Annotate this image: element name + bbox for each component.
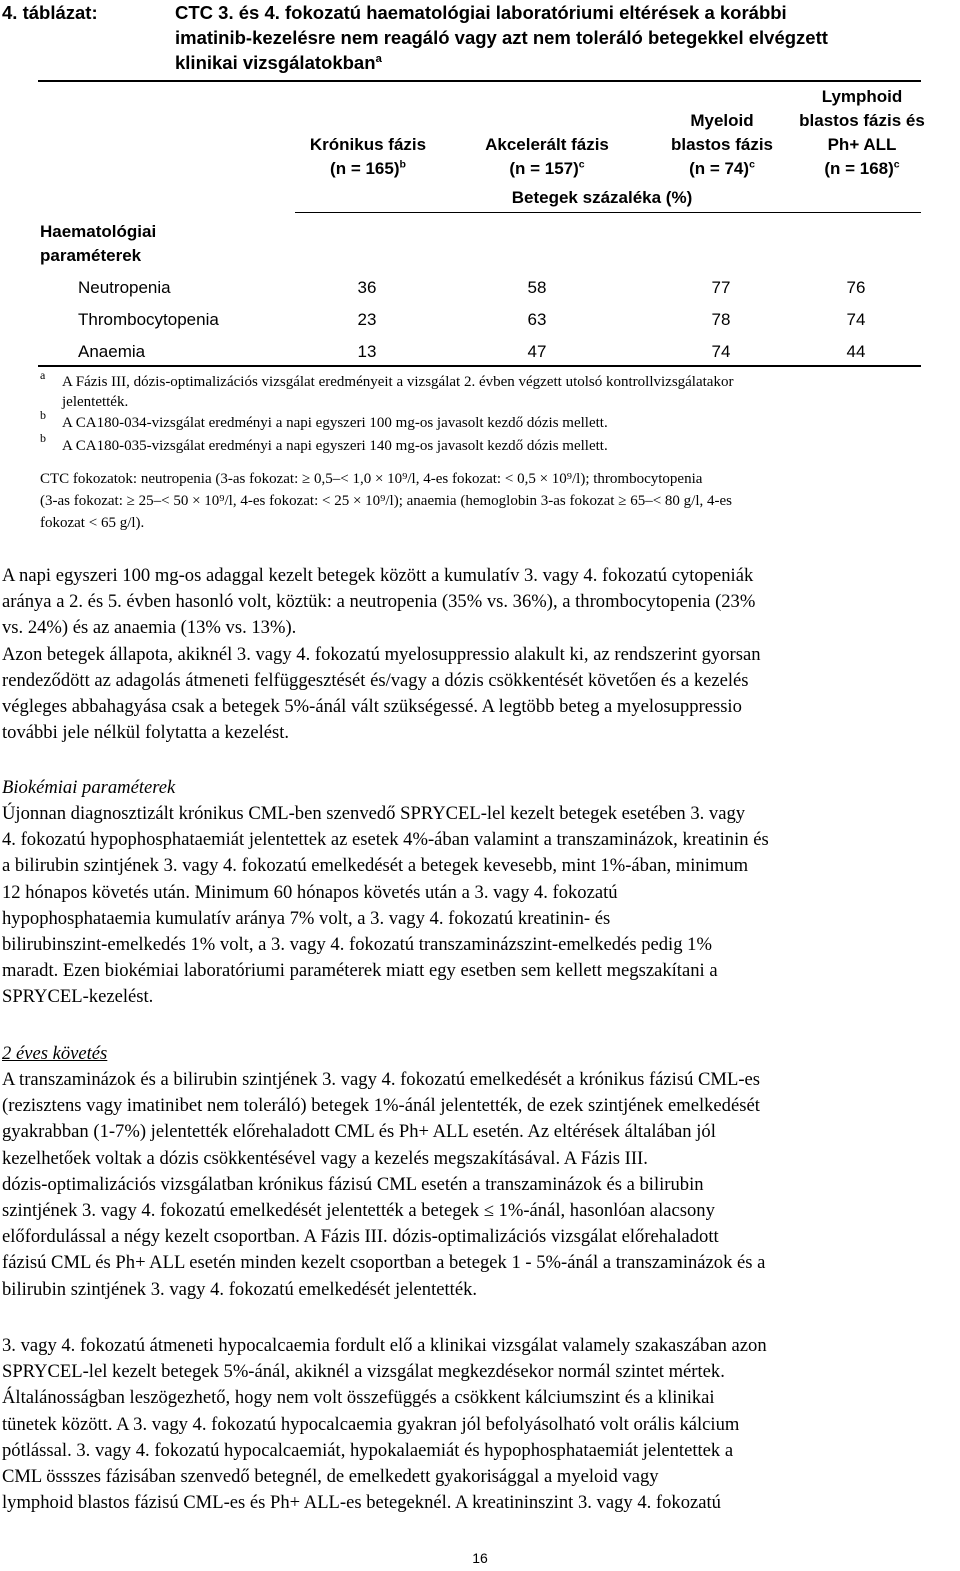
table-cell: 77 [711,278,731,297]
table-top-rule [38,80,921,82]
table-cell: 63 [527,310,547,329]
table-cell: 13 [357,342,377,361]
table-caption-line-2: imatinib-kezelésre nem reagáló vagy azt nem toleráló betegekkel elvégzett [175,27,828,48]
paragraph-line: SPRYCEL-lel kezelt betegek 5%-ánál, akiknél a vizsgálat megkezdésekor normál szintet mértek. [2,1361,725,1383]
paragraph-line: fázisú CML és Ph+ ALL esetén minden kezelt csoportban a betegek 1 - 5%-ánál a transzaminázok és a [2,1252,766,1274]
paragraph-line: 4. fokozatú hypophosphataemiát jelentettek az esetek 4%-ában valamint a transzaminázok, kreatinin és [2,829,769,851]
footnote-a-line-1: A Fázis III, dózis-optimalizációs vizsgálat eredményeit a vizsgálat 2. évben végzett utolsó kontrollvizsgálatakor [62,374,734,390]
col-header-accelerated: Akcelerált fázis (n = 157)$^c$ [485,135,609,178]
row-header-label: Haematológiai paraméterek [40,222,157,265]
paragraph-line: gyakrabban (1-7%) jelentették előrehaladott CML és Ph+ ALL esetén. Az eltérések általában jól [2,1121,716,1143]
paragraph-line: rendeződött az adagolás átmeneti felfüggesztését és/vagy a dózis csökkentését követően és a kezelés [2,669,749,691]
paragraph-line: 3. vagy 4. fokozatú átmeneti hypocalcaemia fordult elő a klinikai vizsgálat valamely szakaszában azon [2,1335,767,1356]
section-heading-biochem: Biokémiai paraméterek [2,777,176,798]
table-cell: 74 [711,342,731,361]
paragraph-followup [2,1067,958,1303]
paragraph-line: további jele nélkül folytatta a kezelést. [2,722,290,744]
paragraph-biochem [2,801,958,1011]
row-label-thrombocytopenia: Thrombocytopenia [78,310,219,329]
table-cell: 58 [527,278,547,297]
paragraph-line: Újonnan diagnosztizált krónikus CML-ben szenvedő SPRYCEL-lel kezelt betegek esetében 3. vagy [2,803,746,824]
paragraph-line: pótlással. 3. vagy 4. fokozatú hypocalcaemiát, hypokalaemiát és hypophosphataemiát jelentettek a [2,1439,734,1461]
table-caption-line-3: klinikai vizsgálatokban$^a$ [175,52,382,73]
ctc-definition-line-1: CTC fokozatok: neutropenia (3-as fokozat: ≥ 0,5–< 1,0 × 10⁹/l, 4-es fokozat: < 0,5 × 10⁹/l); thrombocytopenia [40,471,703,487]
table-bottom-rule [38,365,921,367]
paragraph-cytopenia [2,563,958,746]
col-header-myeloid: Myeloid blastos fázis (n = 74)$^c$ [670,111,774,178]
ctc-definition-line-2: (3-as fokozat: ≥ 25–< 50 × 10⁹/l, 4-es fokozat: < 25 × 10⁹/l); anaemia (hemoglobin 3-as fokozat ≥ 65–< 80 g/l, 4-es [40,493,732,509]
paragraph-hypocalcaemia [2,1333,958,1516]
page-number: 16 [472,1550,488,1566]
table-cell: 78 [711,310,731,329]
footnote-b1-mark: b [40,408,46,422]
paragraph-line: a bilirubin szintjének 3. vagy 4. fokozatú emelkedését a betegek kevesebb, mint 1%-ában, minimum [2,855,749,877]
footnote-a-mark: a [40,368,46,382]
footnote-a-line-2: jelentették. [62,394,129,410]
paragraph-line: Azon betegek állapota, akiknél 3. vagy 4. fokozatú myelosuppressio alakult ki, az rendszerint gyorsan [2,643,761,665]
footnote-b2-mark: b [40,431,46,445]
paragraph-line: A transzaminázok és a bilirubin szintjének 3. vagy 4. fokozatú emelkedését a krónikus fázisú CML-es [2,1069,760,1090]
paragraph-line: bilirubin szintjének 3. vagy 4. fokozatú emelkedését jelentették. [2,1278,478,1300]
units-rule [295,212,921,213]
footnote-b2-text: A CA180-035-vizsgálat eredményi a napi egyszeri 140 mg-os javasolt kezdő dózis mellett. [62,438,608,454]
section-heading-followup: 2 éves követés [2,1043,108,1064]
paragraph-line: aránya a 2. és 5. évben hasonló volt, köztük: a neutropenia (35% vs. 36%), a thrombocytopenia (23% [2,591,756,613]
paragraph-line: szintjének 3. vagy 4. fokozatú emelkedését jelentették a betegek ≤ 1%-ánál, hasonlóan alacsony [2,1200,715,1222]
table-cell: 23 [357,310,377,329]
units-label: Betegek százaléka (%) [511,188,693,207]
paragraph-line: tünetek között. A 3. vagy 4. fokozatú hypocalcaemia gyakran jól befolyásolható volt orális kálcium [2,1413,740,1435]
paragraph-line: Általánosságban leszögezhető, hogy nem volt összefüggés a csökkent kálciumszint és a klinikai [2,1387,715,1409]
paragraph-line: CML össszes fázisában szenvedő betegnél, de emelkedett gyakorisággal a myeloid vagy [2,1466,659,1488]
table-cell: 74 [846,310,866,329]
paragraph-line: előfordulással a négy kezelt csoportban. A Fázis III. dózis-optimalizációs vizsgálat előrehaladott [2,1226,719,1248]
table-cell: 44 [846,342,866,361]
paragraph-line: végleges abbahagyása csak a betegek 5%-ánál vált szükségessé. A legtöbb beteg a myelosuppressio [2,696,742,718]
paragraph-line: dózis-optimalizációs vizsgálatban krónikus fázisú CML esetén a transzaminázok és a bilirubin [2,1173,704,1195]
footnote-b1-text: A CA180-034-vizsgálat eredményi a napi egyszeri 100 mg-os javasolt kezdő dózis mellett. [62,415,608,431]
paragraph-line: maradt. Ezen biokémiai laboratóriumi paraméterek miatt egy esetben sem kellett megszakítani a [2,960,718,982]
paragraph-line: (rezisztens vagy imatinibet nem toleráló) betegek 1%-ánál jelentették, de ezek szintjének emelkedését [2,1095,760,1117]
col-header-chronic: Krónikus fázis (n = 165)$^b$ [309,135,427,178]
row-label-anaemia: Anaemia [78,342,146,361]
paragraph-line: lymphoid blastos fázisú CML-es és Ph+ ALL-es betegeknél. A kreatininszint 3. vagy 4. fokozatú [2,1492,721,1514]
table-cell: 47 [527,342,547,361]
paragraph-line: hypophosphataemia kumulatív aránya 7% volt, a 3. vagy 4. fokozatú kreatinin- és [2,907,611,929]
ctc-definition-line-3: fokozat < 65 g/l). [40,515,145,531]
table-cell: 36 [357,278,377,297]
paragraph-line: A napi egyszeri 100 mg-os adaggal kezelt betegek között a kumulatív 3. vagy 4. fokozatú cytopeniák [2,565,754,586]
paragraph-line: kezelhetőek voltak a dózis csökkentésével vagy a kezelés megszakításával. A Fázis III. [2,1147,648,1169]
row-label-neutropenia: Neutropenia [78,278,171,297]
paragraph-line: 12 hónapos követés után. Minimum 60 hónapos követés után a 3. vagy 4. fokozatú [2,881,618,903]
paragraph-line: bilirubinszint-emelkedés 1% volt, a 3. vagy 4. fokozatú transzaminázszint-emelkedés pedig 1% [2,934,712,956]
paragraph-line: SPRYCEL-kezelést. [2,986,154,1008]
table-caption-label: 4. táblázat: [2,2,98,23]
paragraph-line: vs. 24%) és az anaemia (13% vs. 13%). [2,617,297,639]
table-caption-line-1: CTC 3. és 4. fokozatú haematológiai laboratóriumi eltérések a korábbi [175,2,787,23]
table-cell: 76 [846,278,866,297]
col-header-lymphoid: Lymphoid blastos fázis és Ph+ ALL (n = 168)$^c$ [799,87,925,178]
